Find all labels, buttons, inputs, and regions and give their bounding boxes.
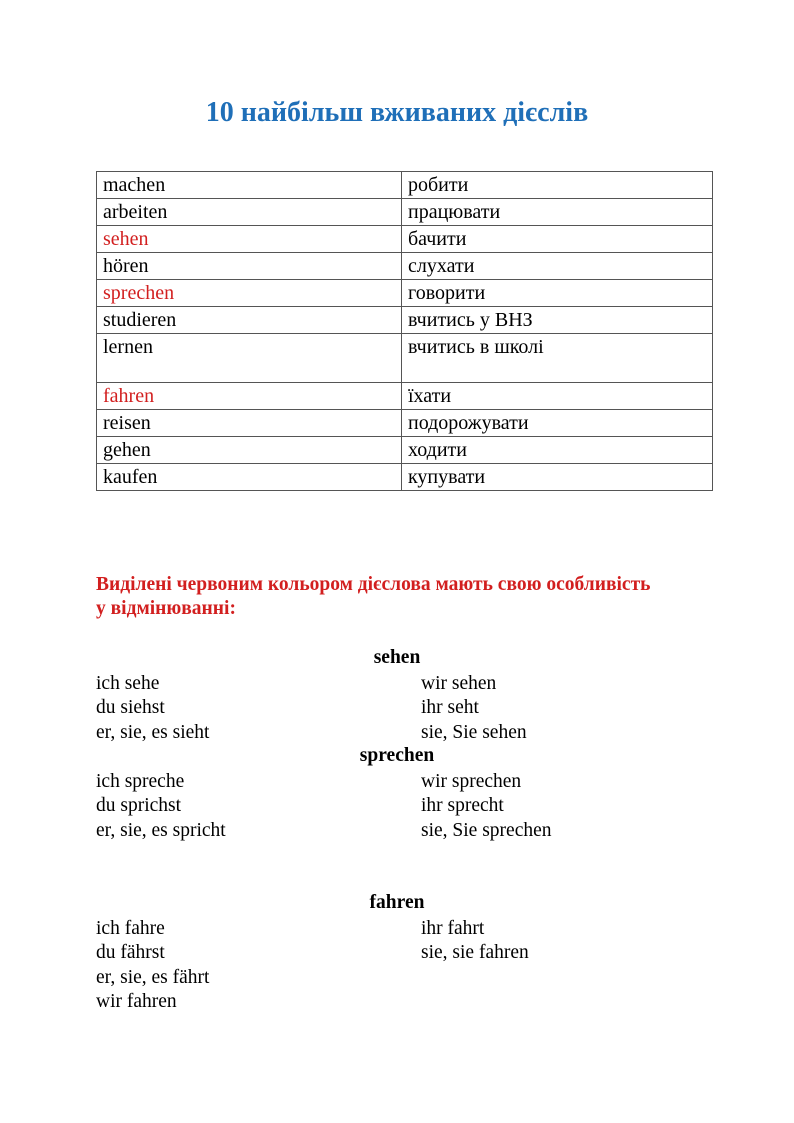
ukrainian-translation: говорити [402,280,713,307]
table-row [97,464,713,491]
conjugation-form: ihr seht [421,697,479,718]
german-verb-highlighted: sehen [97,226,402,253]
german-verb: hören [97,253,402,280]
table-row [97,410,713,437]
table-row [97,172,713,199]
ukrainian-translation: подорожувати [402,410,713,437]
conjugation-form: du fährst [96,942,165,963]
ukrainian-translation: вчитись у ВНЗ [402,307,713,334]
ukrainian-translation: ходити [402,437,713,464]
ukrainian-translation: працювати [402,199,713,226]
table-row [97,334,713,383]
table-row [97,253,713,280]
ukrainian-translation: вчитись в школі [402,334,713,383]
conjugation-form: wir sehen [421,673,497,694]
table-row [97,199,713,226]
conjugation-form: er, sie, es spricht [96,820,226,841]
conjugation-form: er, sie, es sieht [96,722,210,743]
german-verb: arbeiten [97,199,402,226]
conjugation-form: du siehst [96,697,165,718]
german-verb: reisen [97,410,402,437]
highlight-note: Виділені червоним кольором дієслова мають свою особливість у відмінюванні: [96,574,651,619]
ukrainian-translation: їхати [402,383,713,410]
german-verb-highlighted: sprechen [97,280,402,307]
german-verb: studieren [97,307,402,334]
conjugation-form: ich spreche [96,771,185,792]
conjugation-form: ihr fahrt [421,918,485,939]
conjugation-form: sie, sie fahren [421,942,529,963]
conjugation-form: du sprichst [96,795,182,816]
table-row [97,226,713,253]
conjugation-heading-sprechen: sprechen [359,745,435,766]
table-row [97,307,713,334]
german-verb: machen [97,172,402,199]
ukrainian-translation: робити [402,172,713,199]
ukrainian-translation: слухати [402,253,713,280]
conjugation-form: er, sie, es fährt [96,967,210,988]
table-row [97,280,713,307]
german-verb: gehen [97,437,402,464]
page-title: 10 найбільш вживаних дієслів [205,97,589,128]
ukrainian-translation: купувати [402,464,713,491]
german-verb-highlighted: fahren [97,383,402,410]
conjugation-form: sie, Sie sprechen [421,820,552,841]
conjugation-form: wir sprechen [421,771,522,792]
german-verb: lernen [97,334,402,383]
table-row [97,437,713,464]
conjugation-form: wir fahren [96,991,177,1012]
conjugation-heading-fahren: fahren [369,892,425,913]
vocabulary-table [96,171,713,491]
conjugation-form: ich sehe [96,673,160,694]
german-verb: kaufen [97,464,402,491]
conjugation-heading-sehen: sehen [373,647,421,668]
table-row [97,383,713,410]
conjugation-form: ihr sprecht [421,795,504,816]
conjugation-form: sie, Sie sehen [421,722,527,743]
ukrainian-translation: бачити [402,226,713,253]
conjugation-form: ich fahre [96,918,165,939]
